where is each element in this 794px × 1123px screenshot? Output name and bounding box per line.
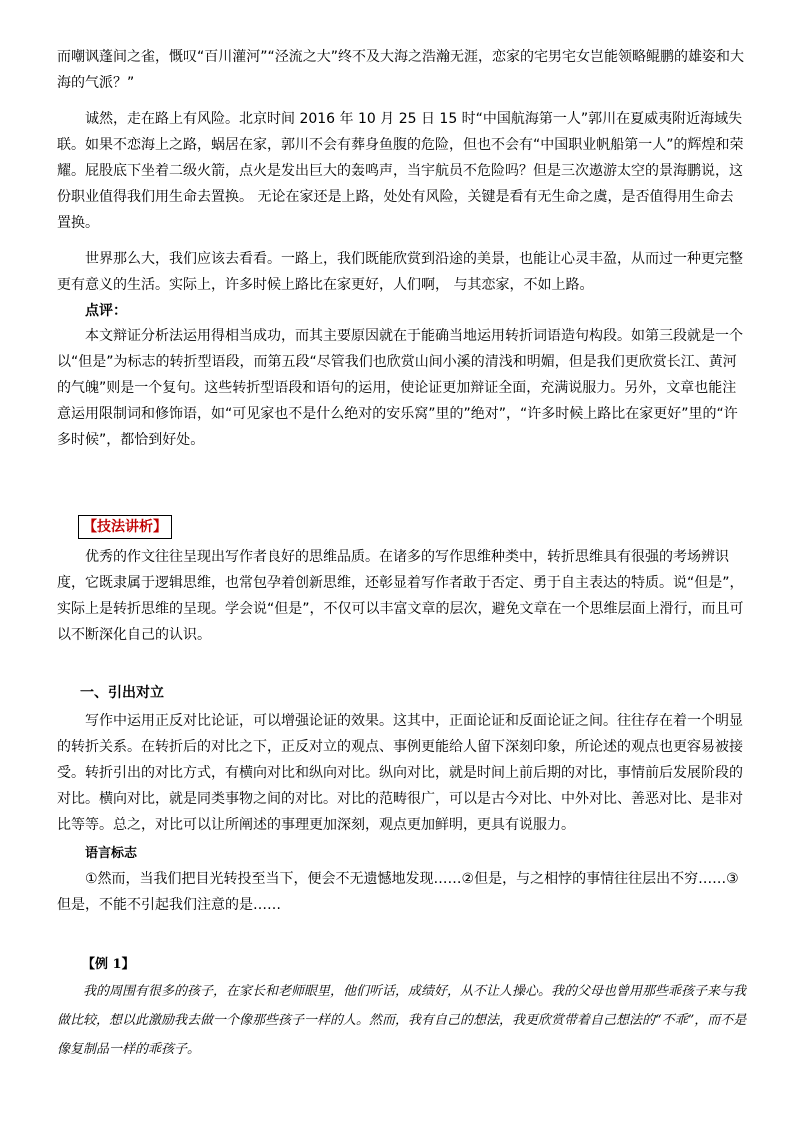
comment-label: 点评： xyxy=(85,303,127,319)
comment-text: 本文辩证分析法运用得相当成功，而其主要原因就在于能确当地运用转折词语造句构段。如第三段就是一个以“但是”为标志的转折型语段，而第五段“尽管我们也欣赏山间小溪的清浅和明媚，但是我们更欣赏长江、黄河的气魄”则是一个复句。这些转折型语段和语句的运用，使论证更加辩证全面，充满说服力。另外，文章也能注意运用限制词和修饰语，如“可见家也不是什么绝对的安乐窝”里的”绝对”，“许多时候上路比在家更好”里的“许多时候”，都恰到好处。 xyxy=(57,328,743,448)
paragraph-essay-end: 而嘲讽蓬间之雀，慨叹“百川灌河”“泾流之大”终不及大海之浩瀚无涯，恋家的宅男宅女岂能领略鲲鹏的雄姿和大海的气派？” xyxy=(57,49,745,91)
paragraph-conclusion: 世界那么大，我们应该去看看。一路上，我们既能欣赏到沿途的美景，也能让心灵丰盈，从而过一种更完整更有意义的生活。实际上，许多时候上路比在家更好，人们啊， 与其恋家，不如上路。 xyxy=(57,251,743,293)
example-label: 【例 1】 xyxy=(82,957,135,972)
paragraph-risk: 诚然，走在路上有风险。北京时间 2016 年 10 月 25 日 15 时“中国航海第一人”郭川在夏威夷附近海域失联。如果不恋海上之路，蜗居在家，郭川不会有葬身鱼腹的危险，但也不会有“中国职业帆船第一人”的辉煌和荣耀。屁股底下坐着二级火箭，点火是发出巨大的轰鸣声，当宇航员不危险吗？但是三次遨游太空的景海鹏说，这份职业值得我们用生命去置换。 无论在家还是上路，处处有风险，关键是看有无生命之虞，是否值得用生命去置换。 xyxy=(57,111,744,231)
marker-label: 语言标志 xyxy=(85,846,138,861)
contrast-body: 写作中运用正反对比论证，可以增强论证的效果。这其中，正面论证和反面论证之间。往往存在着一个明显的转折关系。在转折后的对比之下，正反对立的观点、事例更能给人留下深刻印象，所论述的观点也更容易被接受。转折引出的对比方式，有横向对比和纵向对比。纵向对比，就是时间上前后期的对比，事情前后发展阶段的对比。横向对比，就是同类事物之间的对比。对比的范畴很广，可以是古今对比、中外对比、善恶对比、是非对比等等。总之，对比可以让所阐述的事理更加深刻，观点更加鲜明，更具有说服力。 xyxy=(57,713,743,833)
marker-examples: ①然而，当我们把目光转投至当下，便会不无遗憾地发现……②但是，与之相悖的事情往往层出不穷……③但是，不能不引起我们注意的是…… xyxy=(57,871,739,913)
example-text: 我的周围有很多的孩子，在家长和老师眼里，他们听话，成绩好，从不让人操心。我的父母也曾用那些乖孩子来与我做比较，想以此激励我去做一个像那些孩子一样的人。然而，我有自己的想法，我更欣赏带着自己想法的“不乖”，而不是像复制品一样的乖孩子。 xyxy=(57,984,747,1057)
section-tag-technique: 【技法讲析】 xyxy=(78,515,172,539)
intro-paragraph: 优秀的作文往往呈现出写作者良好的思维品质。在诸多的写作思维种类中，转折思维具有很强的考场辨识度，它既隶属于逻辑思维，也常包孕着创新思维，还彰显着写作者敢于否定、勇于自主表达的特质。说“但是”，实际上是转折思维的呈现。学会说“但是”，不仅可以丰富文章的层次，避免文章在一个思维层面上滑行，而且可以不断深化自己的认识。 xyxy=(57,549,744,643)
heading-contrast: 一、引出对立 xyxy=(80,685,164,701)
